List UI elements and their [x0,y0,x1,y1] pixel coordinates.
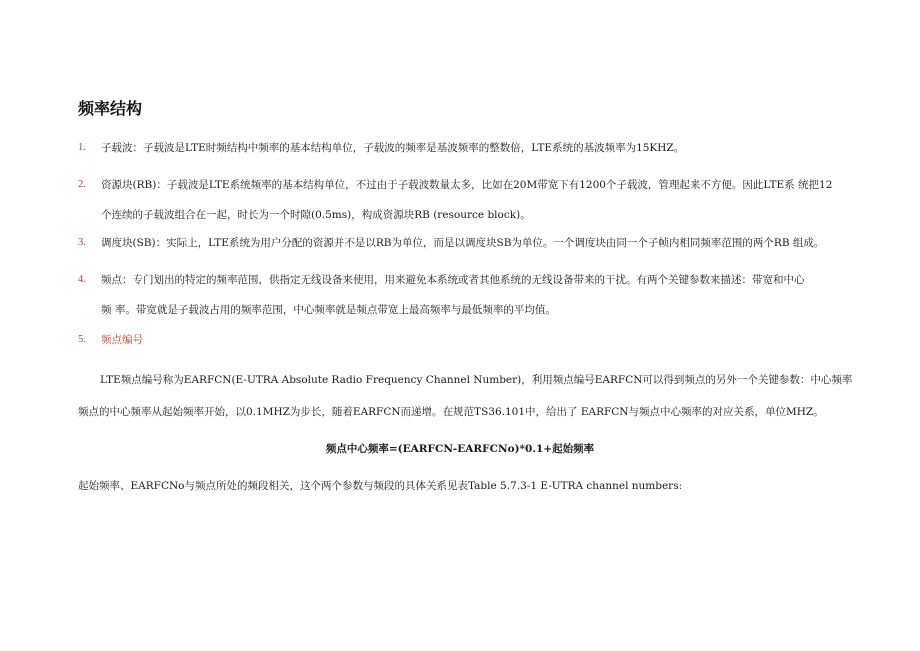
paragraph-earfcn-intro: LTE频点编号称为EARFCN(E-UTRA Absolute Radio Frequency Channel Number)，利用频点编号EARFCN可以得到频点的另外一个关键参数：中心频率 [100,374,853,386]
list-number: 3. [78,237,86,248]
list-item-text: 子载波：子载波是LTE时频结构中频率的基本结构单位，子载波的频率是基波频率的整数倍，LTE系统的基波频率为15KHZ。 [101,142,685,154]
section-heading: 频率结构 [78,99,143,118]
list-item-text: 调度块(SB)：实际上，LTE系统为用户分配的资源并不是以RB为单位，而是以调度块SB为单位。一个调度块由同一个子帧内相同频率范围的两个RB 组成。 [101,237,825,249]
formula: 频点中心频率=(EARFCN-EARFCNo)*0.1+起始频率 [325,443,595,455]
list-number: 5. [78,334,86,345]
list-item-text: 频 率。带宽就是子载波占用的频率范围，中心频率就是频点带宽上最高频率与最低频率的平均值。 [101,304,556,316]
list-item-text: 频点编号 [101,334,143,346]
list-item-text: 资源块(RB)：子载波是LTE系统频率的基本结构单位，不过由于子载波数量太多，比如在20M带宽下有1200个子载波，管理起来不方便。因此LTE系 统把12 [101,179,833,191]
list-item-text: 个连续的子载波组合在一起，时长为一个时隙(0.5ms)，构成资源块RB (resource block)。 [101,209,531,221]
list-item-text: 频点：专门划出的特定的频率范围，供指定无线设备来使用，用来避免本系统或者其他系统的无线设备带来的干扰。有两个关键参数来描述：带宽和中心 [101,274,805,286]
list-number: 2. [78,179,86,190]
list-number: 4. [78,274,86,285]
paragraph-table-reference: 起始频率、EARFCNo与频点所处的频段相关，这个两个参数与频段的具体关系见表Table 5.7.3-1 E-UTRA channel numbers: [78,480,683,492]
list-number: 1. [78,142,86,153]
paragraph-center-frequency: 频点的中心频率从起始频率开始，以0.1MHZ为步长，随着EARFCN而递增。在规范TS36.101中，给出了 EARFCN与频点中心频率的对应关系，单位MHZ。 [78,406,824,418]
